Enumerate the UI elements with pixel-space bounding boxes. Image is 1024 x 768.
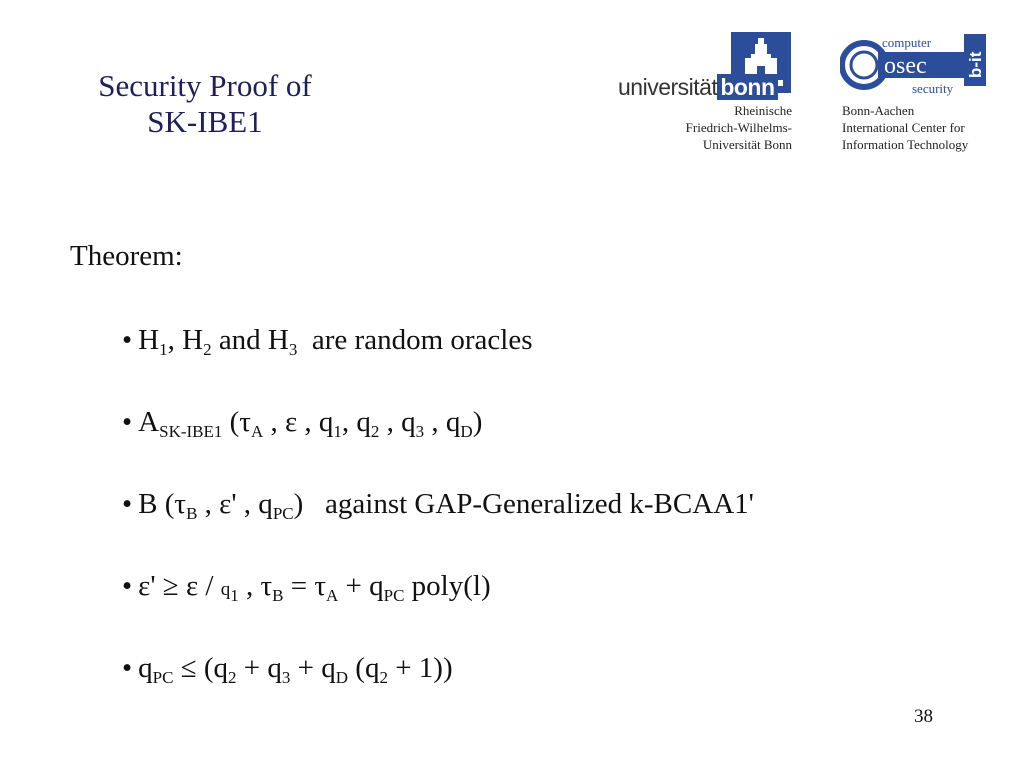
bullet-marker: •: [122, 406, 133, 438]
math-text: = τ: [283, 570, 326, 602]
cosec-main-word: osec: [884, 53, 927, 79]
slide-title-line-1: Security Proof of: [98, 68, 312, 103]
math-subscript: 3: [288, 340, 298, 359]
math-subscript: D: [335, 668, 349, 687]
bullet-marker: •: [122, 324, 133, 356]
math-subscript: 1: [230, 586, 239, 605]
university-bonn-logo: [618, 32, 800, 154]
bonn-wordmark: [618, 72, 778, 102]
math-subscript: 2: [203, 340, 212, 359]
theorem-bullet-list: [122, 320, 754, 730]
math-text: , H: [167, 324, 204, 356]
math-text: ) against GAP-Generalized k-BCAA1': [293, 488, 754, 520]
math-text: + q: [338, 570, 384, 602]
math-subscript: A: [325, 586, 339, 605]
math-text: , ε' , q: [197, 488, 273, 520]
math-subscript: 1: [159, 340, 168, 359]
math-subscript: 2: [379, 668, 388, 687]
math-text: ε' ≥ ε /: [138, 570, 221, 602]
math-text: and H: [211, 324, 289, 356]
theorem-bullet: [122, 320, 754, 402]
math-text: poly(l): [404, 570, 491, 602]
bonn-subtitle-line: Universität Bonn: [702, 137, 792, 152]
bonn-subtitle: [686, 102, 792, 153]
bullet-marker: •: [122, 570, 133, 602]
math-text: , ε , q: [263, 406, 334, 438]
bullet-marker: •: [122, 488, 133, 520]
math-subscript: 2: [228, 668, 237, 687]
math-text: , q: [341, 406, 371, 438]
math-text: H: [138, 324, 160, 356]
cosec-mark-icon: [840, 32, 990, 98]
cosec-subtitle-line: Bonn-Aachen: [842, 103, 915, 118]
bonn-wordmark-right: bonn: [717, 74, 777, 100]
theorem-bullet: [122, 402, 754, 484]
math-text: q: [138, 652, 153, 684]
math-subscript: 1: [333, 422, 342, 441]
math-subscript: D: [460, 422, 473, 441]
cosec-subtitle-line: International Center for: [842, 120, 965, 135]
math-text: B (τ: [138, 488, 187, 520]
slide-title: [0, 68, 410, 140]
math-text: , q: [424, 406, 461, 438]
math-text: , q: [379, 406, 416, 438]
math-text: + q: [236, 652, 282, 684]
theorem-bullet: [122, 484, 754, 566]
math-text: + 1)): [387, 652, 453, 684]
math-subscript: PC: [383, 586, 405, 605]
math-text: (q: [348, 652, 380, 684]
math-subscript: 2: [370, 422, 380, 441]
theorem-heading: Theorem:: [70, 240, 183, 272]
math-text: ): [472, 406, 483, 438]
slide-title-line-2: SK-IBE1: [147, 104, 263, 139]
cosec-subtitle-line: Information Technology: [842, 137, 969, 152]
math-text: + q: [290, 652, 336, 684]
cosec-side-word: b-it: [966, 51, 985, 78]
cosec-top-word: computer: [882, 35, 932, 50]
math-subscript: PC: [272, 504, 294, 523]
page-number: 38: [914, 706, 933, 727]
bonn-subtitle-line: Friedrich-Wilhelms-: [685, 120, 792, 135]
math-subscript: 3: [415, 422, 425, 441]
math-subscript: B: [186, 504, 198, 523]
math-subscript: SK-IBE1: [159, 422, 223, 441]
theorem-bullet: [122, 566, 754, 648]
math-subscript: B: [272, 586, 284, 605]
bullet-marker: •: [122, 652, 133, 684]
math-small-text: q: [220, 579, 231, 600]
theorem-bullet: [122, 648, 754, 730]
math-text: (τ: [222, 406, 251, 438]
math-text: A: [138, 406, 160, 438]
b-it-cosec-logo: [840, 32, 1000, 154]
cosec-bottom-word: security: [912, 81, 954, 96]
bonn-wordmark-left: universität: [618, 74, 718, 100]
math-text: are random oracles: [297, 324, 533, 356]
math-subscript: 3: [281, 668, 291, 687]
math-text: ≤ (q: [173, 652, 229, 684]
math-subscript: PC: [152, 668, 174, 687]
math-text: , τ: [238, 570, 273, 602]
cosec-subtitle: [842, 102, 968, 153]
math-subscript: A: [250, 422, 264, 441]
bonn-subtitle-line: Rheinische: [734, 103, 792, 118]
